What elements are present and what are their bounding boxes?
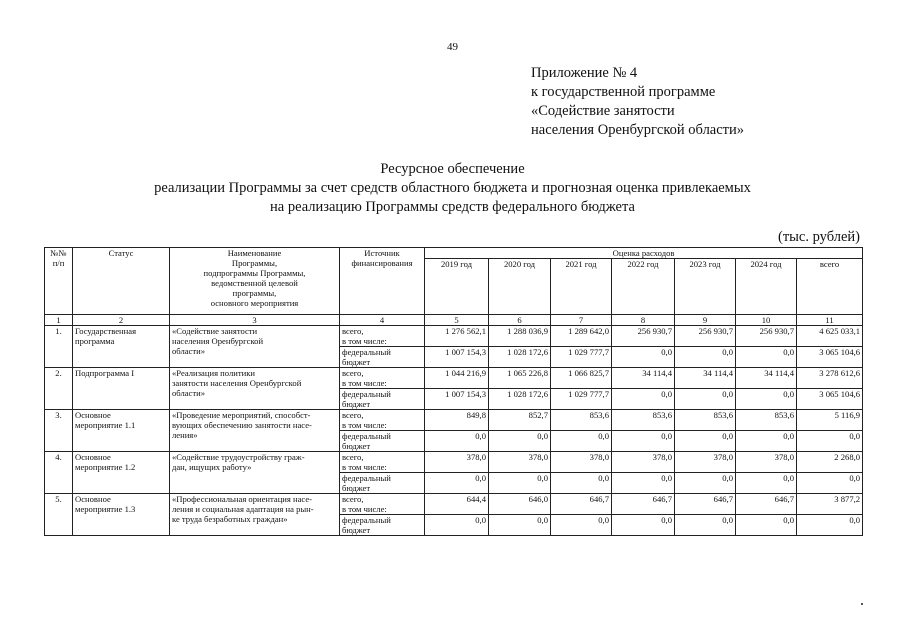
row-value-cell: 0,0 (675, 473, 736, 494)
row-value-cell: 853,6 (736, 410, 797, 431)
header-estimate: Оценка расходов (425, 248, 863, 259)
row-value-cell: 0,0 (675, 347, 736, 368)
appendix-line-1: Приложение № 4 (531, 65, 638, 81)
column-index-cell: 3 (170, 315, 340, 326)
table-row (45, 452, 863, 473)
column-index-cell: 10 (736, 315, 797, 326)
row-value-cell: 1 065 226,8 (489, 368, 551, 389)
header-status: Статус (73, 248, 170, 315)
row-value-cell: 0,0 (489, 473, 551, 494)
header-year: всего (797, 259, 863, 315)
row-value-cell: 644,4 (425, 494, 489, 515)
header-year: 2022 год (612, 259, 675, 315)
row-funding-source: федеральный бюджет (340, 431, 425, 452)
row-value-cell: 0,0 (489, 431, 551, 452)
column-index-cell: 11 (797, 315, 863, 326)
row-funding-source: федеральный бюджет (340, 347, 425, 368)
row-name: «Проведение мероприятий, способст- вующих обеспечению занятости насе- ления» (170, 410, 340, 452)
row-value-cell: 0,0 (425, 473, 489, 494)
header-year: 2024 год (736, 259, 797, 315)
row-funding-source: всего, в том числе: (340, 452, 425, 473)
appendix-header (531, 64, 744, 140)
row-value-cell: 0,0 (736, 389, 797, 410)
row-name: «Содействие трудоустройству граж- дан, ищущих работу» (170, 452, 340, 494)
row-value-cell: 256 930,7 (612, 326, 675, 347)
row-value-cell: 1 066 825,7 (551, 368, 612, 389)
header-year: 2020 год (489, 259, 551, 315)
row-value-cell: 4 625 033,1 (797, 326, 863, 347)
row-value-cell: 1 044 216,9 (425, 368, 489, 389)
table-row (45, 494, 863, 515)
row-funding-source: всего, в том числе: (340, 494, 425, 515)
row-value-cell: 853,6 (612, 410, 675, 431)
row-funding-source: федеральный бюджет (340, 473, 425, 494)
row-status: Основное мероприятие 1.3 (73, 494, 170, 536)
row-value-cell: 378,0 (489, 452, 551, 473)
row-value-cell: 1 028 172,6 (489, 347, 551, 368)
column-index-cell: 1 (45, 315, 73, 326)
row-number: 3. (45, 410, 73, 452)
title-line-1: Ресурсное обеспечение (380, 161, 525, 177)
row-value-cell: 3 065 104,6 (797, 389, 863, 410)
row-value-cell: 0,0 (797, 515, 863, 536)
header-year: 2023 год (675, 259, 736, 315)
table-row (45, 326, 863, 347)
row-value-cell: 0,0 (551, 515, 612, 536)
row-number: 5. (45, 494, 73, 536)
row-value-cell: 5 116,9 (797, 410, 863, 431)
row-value-cell: 646,0 (489, 494, 551, 515)
row-value-cell: 378,0 (675, 452, 736, 473)
row-value-cell: 852,7 (489, 410, 551, 431)
column-index-cell: 2 (73, 315, 170, 326)
row-value-cell: 646,7 (675, 494, 736, 515)
row-value-cell: 2 268,0 (797, 452, 863, 473)
row-value-cell: 0,0 (489, 515, 551, 536)
column-index-cell: 7 (551, 315, 612, 326)
row-value-cell: 0,0 (736, 431, 797, 452)
column-index-cell: 6 (489, 315, 551, 326)
row-value-cell: 0,0 (612, 347, 675, 368)
table-row (45, 368, 863, 389)
row-value-cell: 378,0 (425, 452, 489, 473)
row-value-cell: 0,0 (736, 515, 797, 536)
column-index-cell: 8 (612, 315, 675, 326)
header-name: Наименование Программы, подпрограммы Программы, ведомственной целевой программы, основного мероприятия (170, 248, 340, 315)
table-body (45, 326, 863, 536)
row-value-cell: 256 930,7 (675, 326, 736, 347)
row-value-cell: 0,0 (551, 431, 612, 452)
page-number: 49 (447, 41, 458, 53)
row-funding-source: федеральный бюджет (340, 389, 425, 410)
row-value-cell: 0,0 (612, 431, 675, 452)
scan-dot (861, 603, 863, 605)
row-status: Государственная программа (73, 326, 170, 368)
table-header (45, 248, 863, 326)
header-source: Источник финансирования (340, 248, 425, 315)
row-value-cell: 34 114,4 (675, 368, 736, 389)
row-value-cell: 0,0 (675, 431, 736, 452)
title-line-3: на реализацию Программы средств федерального бюджета (270, 199, 635, 215)
row-value-cell: 1 007 154,3 (425, 347, 489, 368)
column-index-row (45, 315, 863, 326)
row-status: Подпрограмма I (73, 368, 170, 410)
appendix-line-2: к государственной программе (531, 84, 716, 100)
row-value-cell: 0,0 (736, 347, 797, 368)
row-value-cell: 1 029 777,7 (551, 347, 612, 368)
row-value-cell: 0,0 (551, 473, 612, 494)
row-funding-source: всего, в том числе: (340, 410, 425, 431)
table-row (45, 410, 863, 431)
units-label: (тыс. рублей) (778, 229, 860, 245)
row-value-cell: 853,6 (675, 410, 736, 431)
row-value-cell: 3 877,2 (797, 494, 863, 515)
column-index-cell: 9 (675, 315, 736, 326)
row-value-cell: 34 114,4 (612, 368, 675, 389)
column-index-cell: 4 (340, 315, 425, 326)
row-status: Основное мероприятие 1.1 (73, 410, 170, 452)
document-title (0, 160, 905, 217)
row-value-cell: 646,7 (551, 494, 612, 515)
row-value-cell: 0,0 (797, 431, 863, 452)
row-value-cell: 256 930,7 (736, 326, 797, 347)
row-value-cell: 1 289 642,0 (551, 326, 612, 347)
row-value-cell: 378,0 (612, 452, 675, 473)
row-funding-source: всего, в том числе: (340, 326, 425, 347)
row-value-cell: 1 028 172,6 (489, 389, 551, 410)
row-number: 2. (45, 368, 73, 410)
row-name: «Содействие занятости населения Оренбургской области» (170, 326, 340, 368)
row-value-cell: 646,7 (612, 494, 675, 515)
row-value-cell: 1 276 562,1 (425, 326, 489, 347)
row-value-cell: 0,0 (612, 515, 675, 536)
appendix-line-3: «Содействие занятости (531, 103, 675, 119)
appendix-line-4: населения Оренбургской области» (531, 122, 745, 138)
row-funding-source: федеральный бюджет (340, 515, 425, 536)
row-value-cell: 849,8 (425, 410, 489, 431)
row-value-cell: 0,0 (425, 515, 489, 536)
row-value-cell: 1 029 777,7 (551, 389, 612, 410)
row-value-cell: 0,0 (612, 473, 675, 494)
row-number: 1. (45, 326, 73, 368)
row-value-cell: 34 114,4 (736, 368, 797, 389)
row-value-cell: 0,0 (675, 515, 736, 536)
row-status: Основное мероприятие 1.2 (73, 452, 170, 494)
row-value-cell: 378,0 (551, 452, 612, 473)
header-year: 2021 год (551, 259, 612, 315)
row-value-cell: 0,0 (736, 473, 797, 494)
row-value-cell: 378,0 (736, 452, 797, 473)
row-value-cell: 1 007 154,3 (425, 389, 489, 410)
row-value-cell: 0,0 (675, 389, 736, 410)
row-name: «Профессиональная ориентация насе- ления и социальная адаптация на рын- ке труда безработных граждан» (170, 494, 340, 536)
header-num: №№ п/п (45, 248, 73, 315)
row-name: «Реализация политики занятости населения Оренбургской области» (170, 368, 340, 410)
row-value-cell: 853,6 (551, 410, 612, 431)
row-value-cell: 0,0 (797, 473, 863, 494)
row-value-cell: 3 065 104,6 (797, 347, 863, 368)
row-value-cell: 0,0 (612, 389, 675, 410)
row-value-cell: 1 288 036,9 (489, 326, 551, 347)
column-index-cell: 5 (425, 315, 489, 326)
row-funding-source: всего, в том числе: (340, 368, 425, 389)
row-value-cell: 0,0 (425, 431, 489, 452)
row-number: 4. (45, 452, 73, 494)
title-line-2: реализации Программы за счет средств областного бюджета и прогнозная оценка привлекаемых (154, 180, 751, 196)
header-year: 2019 год (425, 259, 489, 315)
budget-table (44, 247, 863, 536)
row-value-cell: 3 278 612,6 (797, 368, 863, 389)
row-value-cell: 646,7 (736, 494, 797, 515)
